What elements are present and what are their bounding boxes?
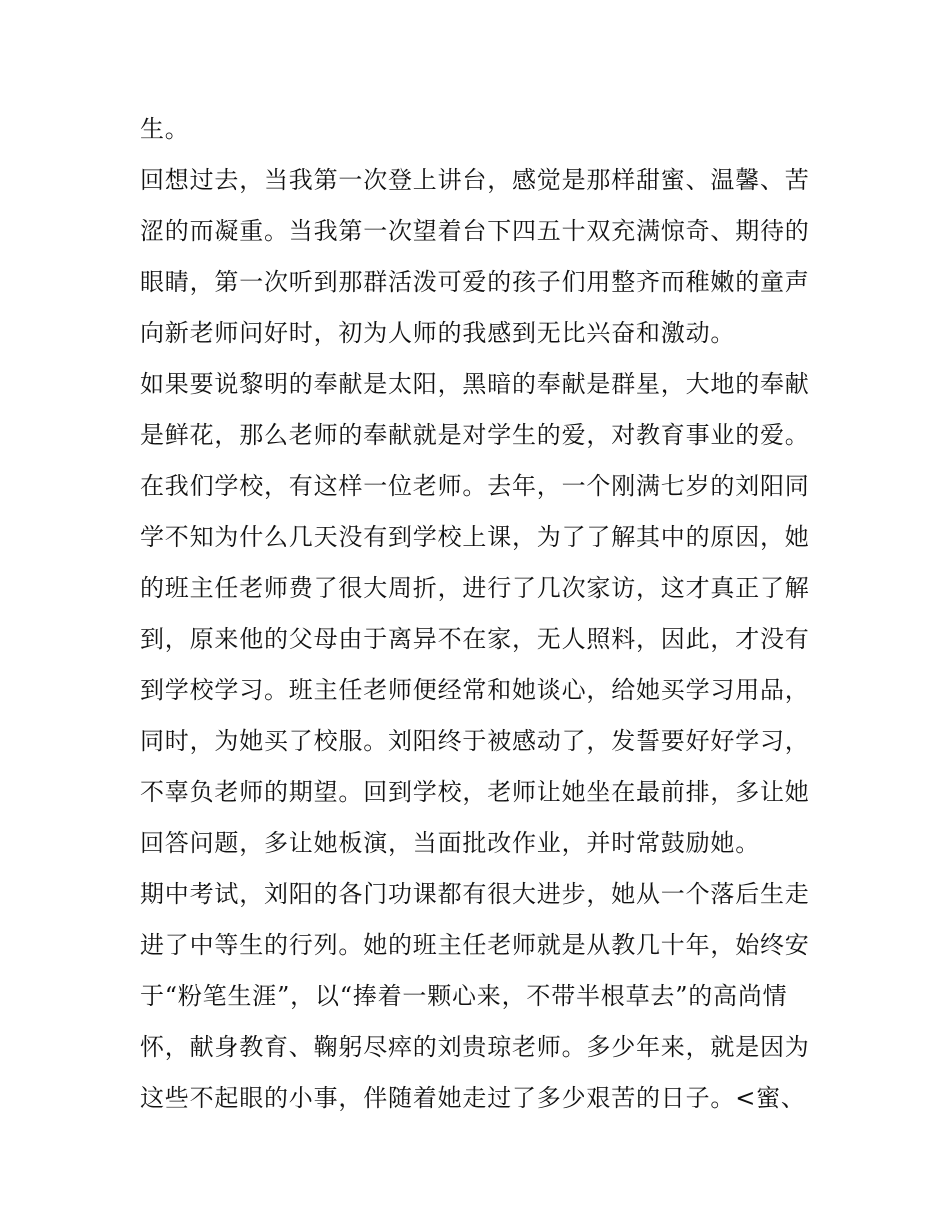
- text-line: 眼睛，第一次听到那群活泼可爱的孩子们用整齐而稚嫩的童声: [140, 268, 810, 296]
- text-line: 怀，献身教育、鞠躬尽瘁的刘贵琼老师。多少年来，就是因为: [140, 1033, 810, 1061]
- text-line: 期中考试，刘阳的各门功课都有很大进步，她从一个落后生走: [140, 880, 810, 908]
- text-line: 学不知为什么几天没有到学校上课，为了了解其中的原因，她: [140, 523, 810, 551]
- text-line: 同时，为她买了校服。刘阳终于被感动了，发誓要好好学习，: [140, 727, 810, 755]
- text-line: 是鲜花，那么老师的奉献就是对学生的爱，对教育事业的爱。: [140, 421, 810, 449]
- document-body: [140, 104, 820, 1124]
- text-line: 不辜负老师的期望。回到学校，老师让她坐在最前排，多让她: [140, 778, 810, 806]
- text-line: 生。: [140, 115, 190, 143]
- text-line: 进了中等生的行列。她的班主任老师就是从教几十年，始终安: [140, 931, 810, 959]
- text-line: 回想过去，当我第一次登上讲台，感觉是那样甜蜜、温馨、苦: [140, 166, 810, 194]
- text-line: 回答问题，多让她板演，当面批改作业，并时常鼓励她。: [140, 829, 760, 857]
- text-line: 于“粉笔生涯”，以“捧着一颗心来，不带半根草去”的高尚情: [140, 982, 788, 1010]
- text-line: 涩的而凝重。当我第一次望着台下四五十双充满惊奇、期待的: [140, 217, 810, 245]
- text-line: 的班主任老师费了很大周折，进行了几次家访，这才真正了解: [140, 574, 810, 602]
- text-line: 到学校学习。班主任老师便经常和她谈心，给她买学习用品，: [140, 676, 810, 704]
- text-line: 到，原来他的父母由于离异不在家，无人照料，因此，才没有: [140, 625, 810, 653]
- text-line: 如果要说黎明的奉献是太阳，黑暗的奉献是群星，大地的奉献: [140, 370, 810, 398]
- text-line: 在我们学校，有这样一位老师。去年，一个刚满七岁的刘阳同: [140, 472, 810, 500]
- text-line: 这些不起眼的小事，伴随着她走过了多少艰苦的日子。<蜜、: [140, 1084, 806, 1112]
- text-line: 向新老师问好时，初为人师的我感到无比兴奋和激动。: [140, 319, 736, 347]
